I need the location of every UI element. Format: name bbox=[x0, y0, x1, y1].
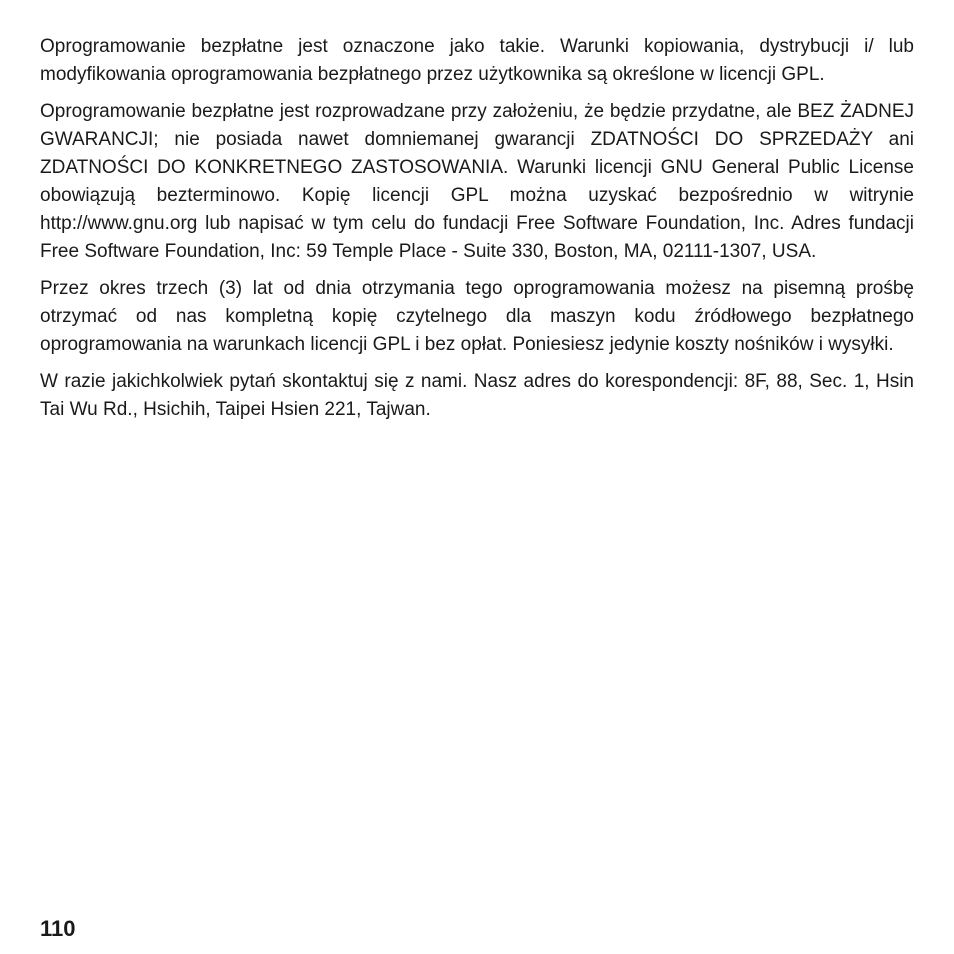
page-number: 110 bbox=[40, 916, 76, 941]
document-body bbox=[40, 33, 914, 433]
paragraph-source-code-offer: Przez okres trzech (3) lat od dnia otrzymania tego oprogramowania możesz na pisemną prośbę otrzymać od nas kompletną kopię czytelnego dla maszyn kodu źródłowego bezpłatnego oprogramowania na warunkach licencji GPL i bez opłat. Poniesiesz jedynie koszty nośników i wysyłki. bbox=[40, 278, 914, 355]
paragraph-warranty-disclaimer: Oprogramowanie bezpłatne jest rozprowadzane przy założeniu, że będzie przydatne, ale BEZ ŻADNEJ GWARANCJI; nie posiada nawet domniemanej gwarancji ZDATNOŚCI DO SPRZEDAŻY ani ZDATNOŚCI DO KONKRETNEGO ZASTOSOWANIA. Warunki licencji GNU General Public License obowiązują bezterminowo. Kopię licencji GPL można uzyskać bezpośrednio w witrynie http://www.gnu.org lub napisać w tym celu do fundacji Free Software Foundation, Inc. Adres fundacji Free Software Foundation, Inc: 59 Temple Place - Suite 330, Boston, MA, 02111-1307, USA. bbox=[40, 101, 914, 262]
paragraph-contact-address: W razie jakichkolwiek pytań skontaktuj się z nami. Nasz adres do korespondencji: 8F, 88, Sec. 1, Hsin Tai Wu Rd., Hsichih, Taipei Hsien 221, Tajwan. bbox=[40, 371, 914, 420]
paragraph-gpl-terms: Oprogramowanie bezpłatne jest oznaczone jako takie. Warunki kopiowania, dystrybucji i/ lub modyfikowania oprogramowania bezpłatnego przez użytkownika są określone w licencji GPL. bbox=[40, 36, 914, 85]
